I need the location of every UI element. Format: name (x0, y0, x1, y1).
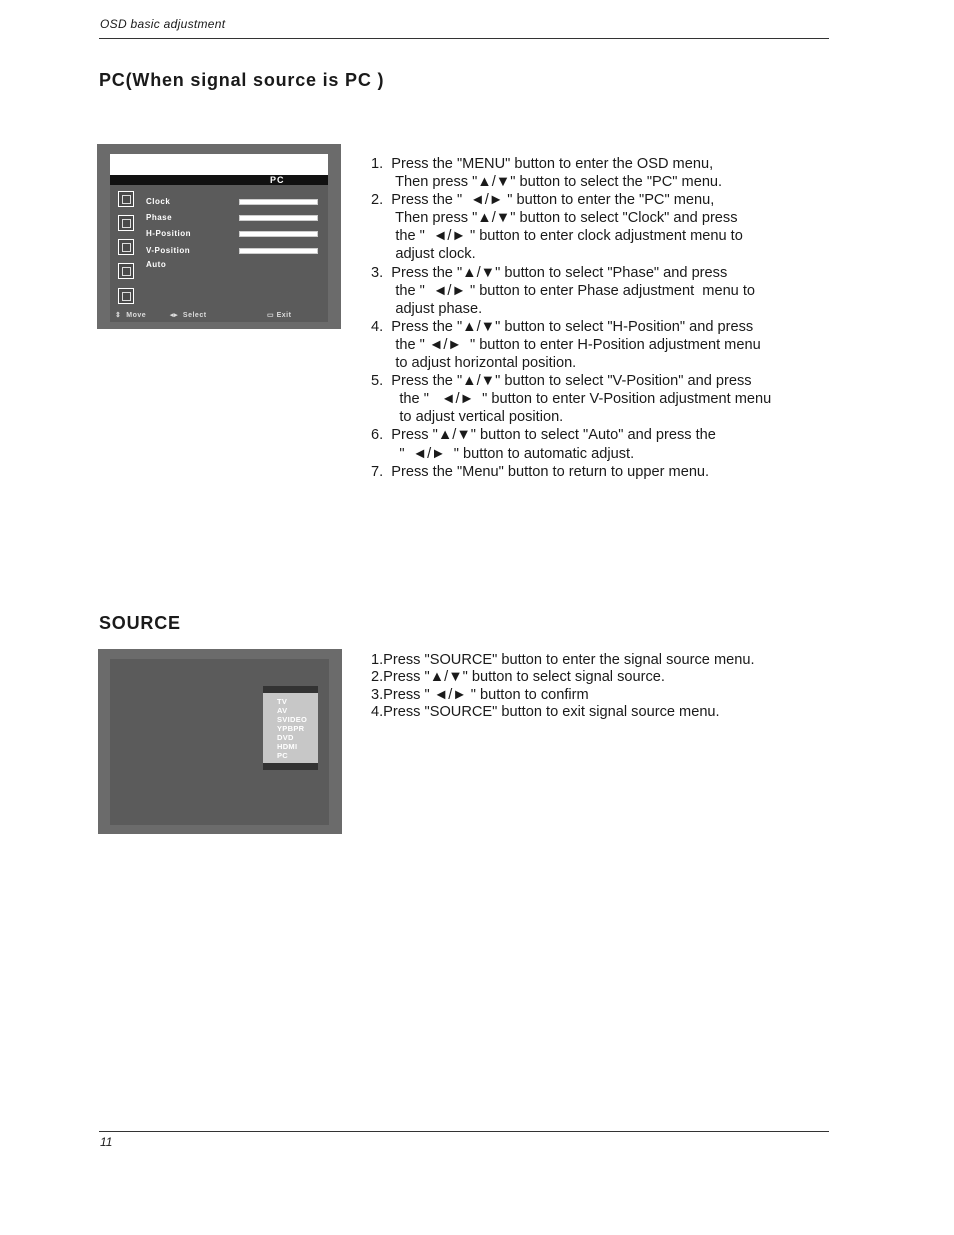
source-menu (263, 686, 318, 770)
clock-slider (239, 199, 318, 205)
source-step-line: 2.Press "▲/▼" button to select signal source. (371, 669, 665, 686)
lock-icon (118, 263, 134, 279)
osd-menu-bar (110, 175, 328, 185)
move-label: Move (126, 312, 147, 319)
source-osd-screen (110, 659, 329, 825)
pc-step-line: the " ◄/► " button to enter clock adjustment menu to (371, 228, 743, 245)
exit-label: Exit (276, 312, 292, 319)
osd-footer-select (170, 311, 207, 319)
setup-icon (118, 288, 134, 304)
running-header: OSD basic adjustment (100, 17, 226, 31)
pc-step-line: 4. Press the "▲/▼" button to select "H-Position" and press (371, 318, 754, 335)
osd-footer-move (115, 311, 146, 319)
osd-item-auto: Auto (146, 260, 167, 269)
updown-arrow-icon: ⇕ (115, 312, 122, 319)
pc-step-line: adjust clock. (371, 246, 476, 263)
pc-step-line: to adjust horizontal position. (371, 355, 577, 372)
phase-slider (239, 215, 318, 221)
header-rule (99, 38, 829, 39)
picture-icon (118, 191, 134, 207)
time-icon (118, 239, 134, 255)
source-step-line: 3.Press " ◄/► " button to confirm (371, 686, 589, 703)
source-item-pc: PC (277, 751, 289, 760)
osd-item-h-position: H-Position (146, 229, 191, 238)
osd-menu-title: PC (270, 175, 285, 185)
source-item-dvd: DVD (277, 733, 294, 742)
pc-step-line: Then press "▲/▼" button to select the "PC" menu. (371, 174, 723, 191)
pc-section-title: PC(When signal source is PC ) (99, 70, 385, 90)
select-label: Select (182, 312, 207, 319)
osd-item-phase: Phase (146, 213, 173, 222)
pc-step-line: 7. Press the "Menu" button to return to upper menu. (371, 463, 710, 480)
pc-step-line: the " ◄/► " button to enter Phase adjustment menu to (371, 282, 756, 299)
source-instructions (371, 652, 755, 721)
pc-osd-figure (97, 144, 341, 329)
osd-title-area (110, 154, 328, 175)
source-menu-list (277, 697, 307, 760)
page-number: 11 (100, 1135, 113, 1149)
source-section-title: SOURCE (99, 613, 181, 633)
v-position-slider (239, 248, 318, 254)
source-menu-bottom-bar (263, 763, 318, 770)
pc-step-line: 2. Press the " ◄/► " button to enter the "PC" menu, (371, 192, 715, 209)
pc-instructions (371, 155, 771, 481)
pc-osd-screen (110, 154, 328, 322)
source-item-av: AV (277, 706, 288, 715)
osd-footer-exit (267, 311, 291, 319)
footer-rule (99, 1131, 829, 1132)
source-item-svideo: SVIDEO (277, 715, 308, 724)
pc-step-line: 5. Press the "▲/▼" button to select "V-Position" and press (371, 373, 752, 390)
pc-step-line: Then press "▲/▼" button to select "Clock" and press (371, 210, 738, 227)
source-item-tv: TV (277, 697, 288, 706)
pc-step-line: 6. Press "▲/▼" button to select "Auto" and press the (371, 427, 716, 444)
h-position-slider (239, 231, 318, 237)
menu-key-icon: ▭ (267, 312, 275, 319)
pc-step-line: adjust phase. (371, 300, 483, 317)
pc-step-line: the " ◄/► " button to enter V-Position adjustment menu (371, 391, 772, 408)
source-item-ypbpr: YPBPR (277, 724, 305, 733)
pc-step-line: the " ◄/► " button to enter H-Position adjustment menu (371, 336, 761, 353)
source-osd-figure (98, 649, 342, 834)
source-item-hdmi: HDMI (277, 742, 298, 751)
pc-step-line: 1. Press the "MENU" button to enter the OSD menu, (371, 156, 714, 172)
sound-icon (118, 215, 134, 231)
source-menu-top-bar (263, 686, 318, 693)
pc-step-line: 3. Press the "▲/▼" button to select "Phase" and press (371, 264, 728, 281)
source-step-line: 1.Press "SOURCE" button to enter the signal source menu. (371, 652, 755, 668)
osd-item-clock: Clock (146, 197, 171, 206)
leftright-arrow-icon: ◂▸ (170, 312, 179, 319)
source-step-line: 4.Press "SOURCE" button to exit signal source menu. (371, 703, 720, 720)
pc-step-line: to adjust vertical position. (371, 409, 564, 426)
osd-item-v-position: V-Position (146, 246, 191, 255)
pc-step-line: " ◄/► " button to automatic adjust. (371, 445, 635, 462)
